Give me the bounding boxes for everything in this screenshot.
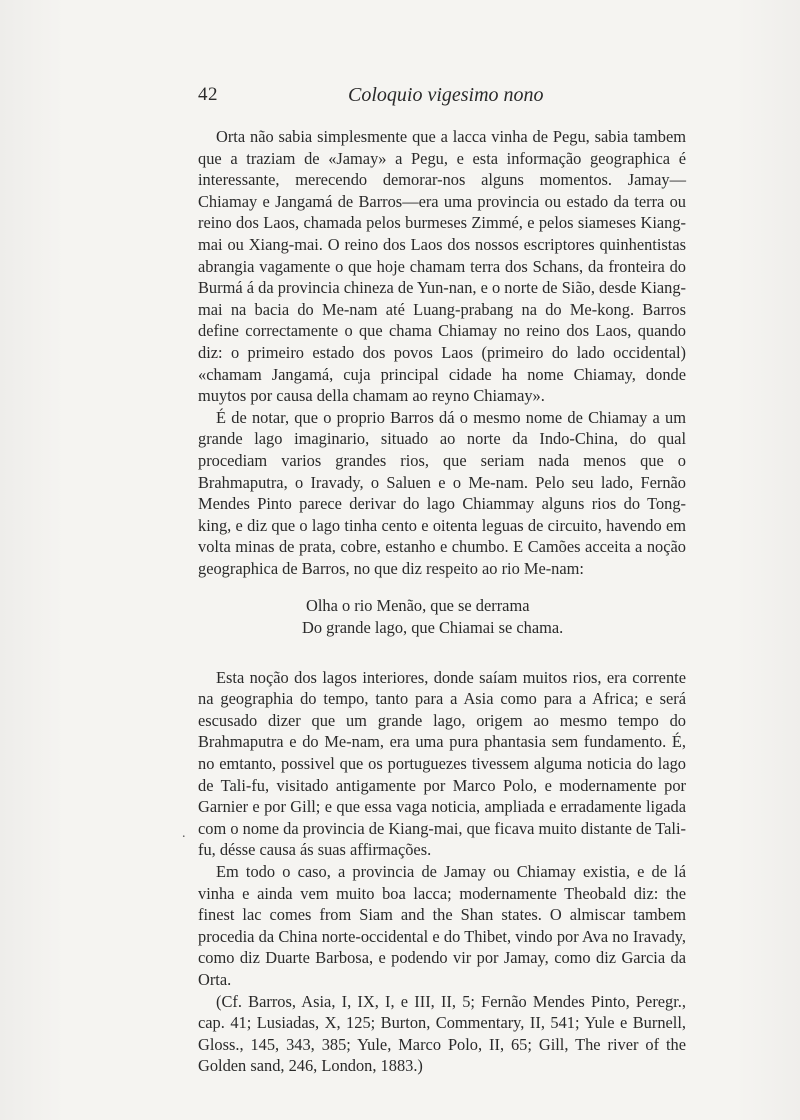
paragraph-3: Esta noção dos lagos interiores, donde saíam muitos rios, era corrente na geographia do tempo, tanto para a Asia como para a Africa; e será escusado dizer que um grande lago, origem ao mesmo tempo do Brahmaputra e do Me-nam, era uma pura phantasia sem fundamento. É, no emtanto, possivel que os portuguezes tivessem alguma noticia do lago de Tali-fu, visitado antigamente por Marco Polo, e modernamente por Garnier e por Gill; e que essa vaga noticia, ampliada e erradamente ligada com o nome da provincia de Kiang-mai, que ficava muito distante de Tali-fu, désse causa ás suas affirmações. — [198, 667, 686, 860]
paragraph-references: (Cf. Barros, Asia, I, IX, I, e III, II, 5; Fernão Mendes Pinto, Peregr., cap. 41; Lusiadas, X, 125; Burton, Commentary, II, 541; Yule e Burnell, Gloss., 145, 343, 385; Yule, Marco Polo, II, 65; Gill, The river of the Golden sand, 246, London, 1883.) — [198, 991, 686, 1076]
paragraph-4: Em todo o caso, a provincia de Jamay ou Chiamay existia, e de lá vinha e ainda vem muito boa lacca; modernamente Theobald diz: the finest lac comes from Siam and the Shan states. O almiscar tambem procedia da China norte-occidental e do Thibet, vindo por Ava no Iravady, como diz Duarte Barbosa, e podendo vir por Jamay, como diz Garcia da Orta. — [198, 862, 686, 989]
body-text — [198, 126, 686, 1077]
verse-quote — [198, 595, 686, 638]
margin-bullet: . — [182, 826, 186, 841]
paragraph-2: É de notar, que o proprio Barros dá o mesmo nome de Chiamay a um grande lago imaginario, situado ao norte da Indo-China, do qual procediam varios grandes rios, que seriam nada menos que o Brahmaputra, o Iravady, o Saluen e o Me-nam. Pelo seu lado, Fernão Mendes Pinto parece derivar do lago Chiammay alguns rios do Tong-king, e diz que o lago tinha cento e oitenta leguas de circuito, havendo em volta minas de prata, cobre, estanho e chumbo. E Camões acceita a noção geographica de Barros, no que diz respeito ao rio Me-nam: — [198, 407, 686, 578]
paragraph-1: Orta não sabia simplesmente que a lacca vinha de Pegu, sabia tambem que a traziam de «Jamay» a Pegu, e esta informação geographica é interessante, merecendo demorar-nos alguns momentos. Jamay—Chiamay e Jangamá de Barros—era uma provincia ou estado da terra ou reino dos Laos, chamada pelos burmeses Zimmé, e pelos siameses Kiang-mai ou Xiang-mai. O reino dos Laos dos nossos escriptores quinhentistas abrangia vagamente o que hoje chamam terra dos Schans, da fronteira do Burmá á da provincia chineza de Yun-nan, e o norte de Sião, desde Kiang-mai na bacia do Me-nam até Luang-prabang na do Me-kong. Barros define correctamente o que chama Chiamay no reino dos Laos, quando diz: o primeiro estado dos povos Laos (primeiro do lado occidental) «chamam Jangamá, cuja principal cidade ha nome Chiamay, donde muytos por causa della chamam ao reyno Chiamay». — [198, 127, 686, 406]
page-header — [198, 84, 686, 114]
running-title: Coloquio vigesimo nono — [348, 84, 544, 106]
page-number: 42 — [198, 84, 218, 105]
verse-line-1: Olha o rio Menão, que se derrama — [306, 596, 530, 616]
verse-line-2: Do grande lago, que Chiamai se chama. — [302, 618, 564, 638]
